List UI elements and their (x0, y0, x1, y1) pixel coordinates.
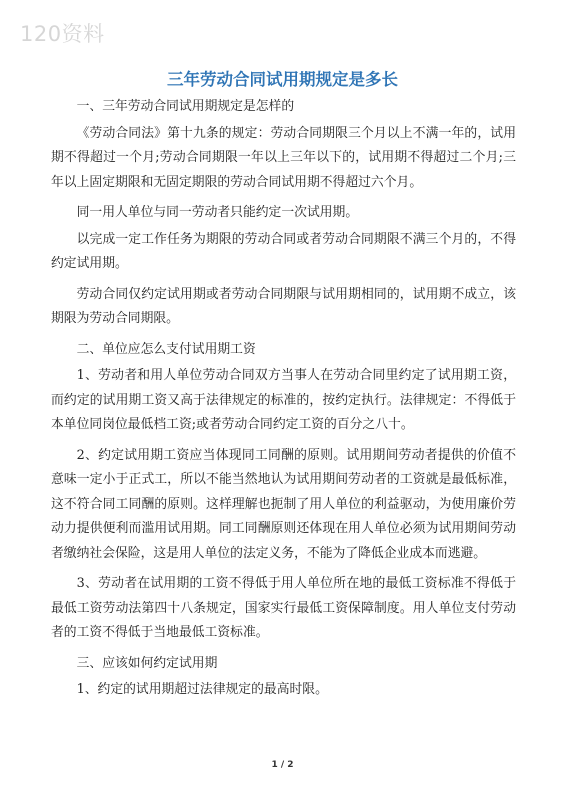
paragraph: 1、劳动者和用人单位劳动合同双方当事人在劳动合同里约定了试用期工资，而约定的试用期工资又高于法律规定的标准的，按约定执行。法律规定：不得低于本单位同岗位最低档工资;或者劳动合同约定工资的百分之八十。 (51, 368, 516, 432)
section-heading-2: 二、单位应怎么支付试用期工资 (76, 341, 256, 357)
paragraph: 2、约定试用期工资应当体现同工同酬的原则。试用期间劳动者提供的价值不意味一定小于正式工，所以不能当然地认为试用期间劳动者的工资就是最低标准，这不符合同工同酬的原则。这样理解也扼制了用人单位的利益驱动，为使用廉价劳动力提供便利而滥用试用期。同工同酬原则还体现在用人单位必须为试用期间劳动者缴纳社会保险，这是用人单位的法定义务，不能为了降低企业成本而逃避。 (51, 447, 516, 561)
paragraph: 以完成一定工作任务为期限的劳动合同或者劳动合同期限不满三个月的，不得约定试用期。 (51, 231, 516, 271)
paragraph: 同一用人单位与同一劳动者只能约定一次试用期。 (76, 205, 359, 220)
section-heading-1: 一、三年劳动合同试用期规定是怎样的 (76, 99, 295, 114)
section-heading-3: 三、应该如何约定试用期 (76, 655, 218, 671)
page-number: 1 / 2 (271, 760, 294, 770)
paragraph: 1、约定的试用期超过法律规定的最高时限。 (76, 682, 328, 697)
document-body (51, 95, 516, 709)
document-title: 三年劳动合同试用期规定是多长 (167, 70, 398, 89)
paragraph: 劳动合同仅约定试用期或者劳动合同期限与试用期相同的，试用期不成立，该期限为劳动合同期限。 (51, 286, 516, 326)
paragraph: 《劳动合同法》第十九条的规定：劳动合同期限三个月以上不满一年的，试用期不得超过一个月;劳动合同期限一年以上三年以下的，试用期不得超过二个月;三年以上固定期限和无固定期限的劳动合同试用期不得超过六个月。 (51, 125, 516, 190)
paragraph: 3、劳动者在试用期的工资不得低于用人单位所在地的最低工资标准不得低于最低工资劳动法第四十八条规定，国家实行最低工资保障制度。用人单位支付劳动者的工资不得低于当地最低工资标准。 (51, 576, 516, 640)
watermark-logo: 120资料 (20, 22, 105, 46)
